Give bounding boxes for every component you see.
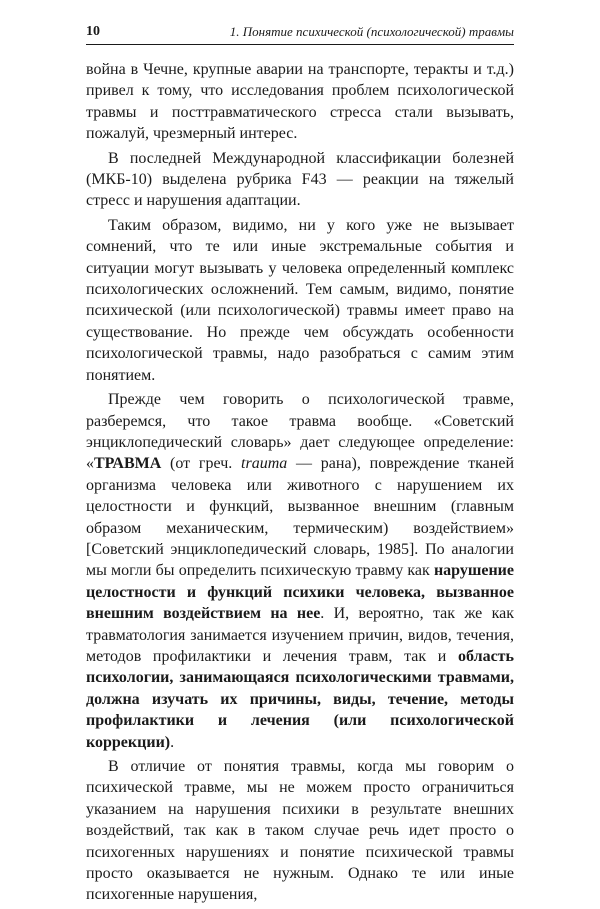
page-body	[86, 59, 514, 906]
running-header	[86, 22, 514, 45]
definition-psychic-trauma: нарушение целостности и функций психики человека, вызванное внешним воздействием на нее	[86, 562, 514, 623]
page-number: 10	[86, 24, 100, 39]
definition-psychology-field: область психологии, занимающаяся психологическими травмами, должна изучать их причины, виды, течение, методы профилактики и лечения (или психологической коррекции)	[86, 647, 514, 751]
paragraph-2: В последней Международной классификации болезней (МКБ-10) выделена рубрика F43 — реакции на тяжелый стресс и нарушения адаптации.	[86, 149, 514, 210]
paragraph-1: война в Чечне, крупные аварии на транспорте, теракты и т.д.) привел к тому, что исследования проблем психологической травмы и посттравматического стресса стали вызывать, пожалуй, чрезмерный интерес.	[86, 61, 514, 143]
paragraph-4-text-5: .	[170, 733, 175, 751]
paragraph-4	[86, 389, 514, 753]
book-page	[86, 22, 514, 909]
term-trauma-latin: trauma	[241, 455, 288, 473]
term-trauma: ТРАВМА	[94, 455, 162, 473]
paragraph-4-text-3: — рана), повреждение тканей организма человека или животного с нарушением их целостности и функций, вызванное внешним (главным образом механическим, термическим) воздействием» [Советский энциклопедический словарь, 1985]. По аналогии мы могли бы определить психическую травму как	[86, 455, 515, 580]
paragraph-5: В отличие от понятия травмы, когда мы говорим о психической травме, мы не можем просто ограничиться указанием на нарушения психики в результате внешних воздействий, так как в таком случае речь идет просто о психогенных нарушениях и понятие психической травмы просто оказывается не нужным. Однако те или иные психогенные нарушения,	[86, 758, 514, 904]
chapter-title: 1. Понятие психической (психологической) травмы	[229, 24, 514, 39]
paragraph-3: Таким образом, видимо, ни у кого уже не вызывает сомнений, что те или иные экстремальные события и ситуации могут вызывать у человека определенный комплекс психологических осложнений. Тем самым, видимо, понятие психической (или психологической) травмы имеет право на существование. Но прежде чем обсуждать особенности психологической травмы, надо разобраться с самим этим понятием.	[86, 216, 514, 384]
paragraph-4-text-2: (от греч.	[161, 455, 242, 473]
paragraph-4-text-1: Прежде чем говорить о психологической травме, разберемся, что такое травма вообще. «Советский энциклопедический словарь» дает следующее определение: «	[86, 391, 514, 473]
paragraph-4-text-4: . И, вероятно, так же как травматология занимается изучением причин, видов, течения, методов профилактики и лечения травм, так и	[86, 605, 514, 665]
